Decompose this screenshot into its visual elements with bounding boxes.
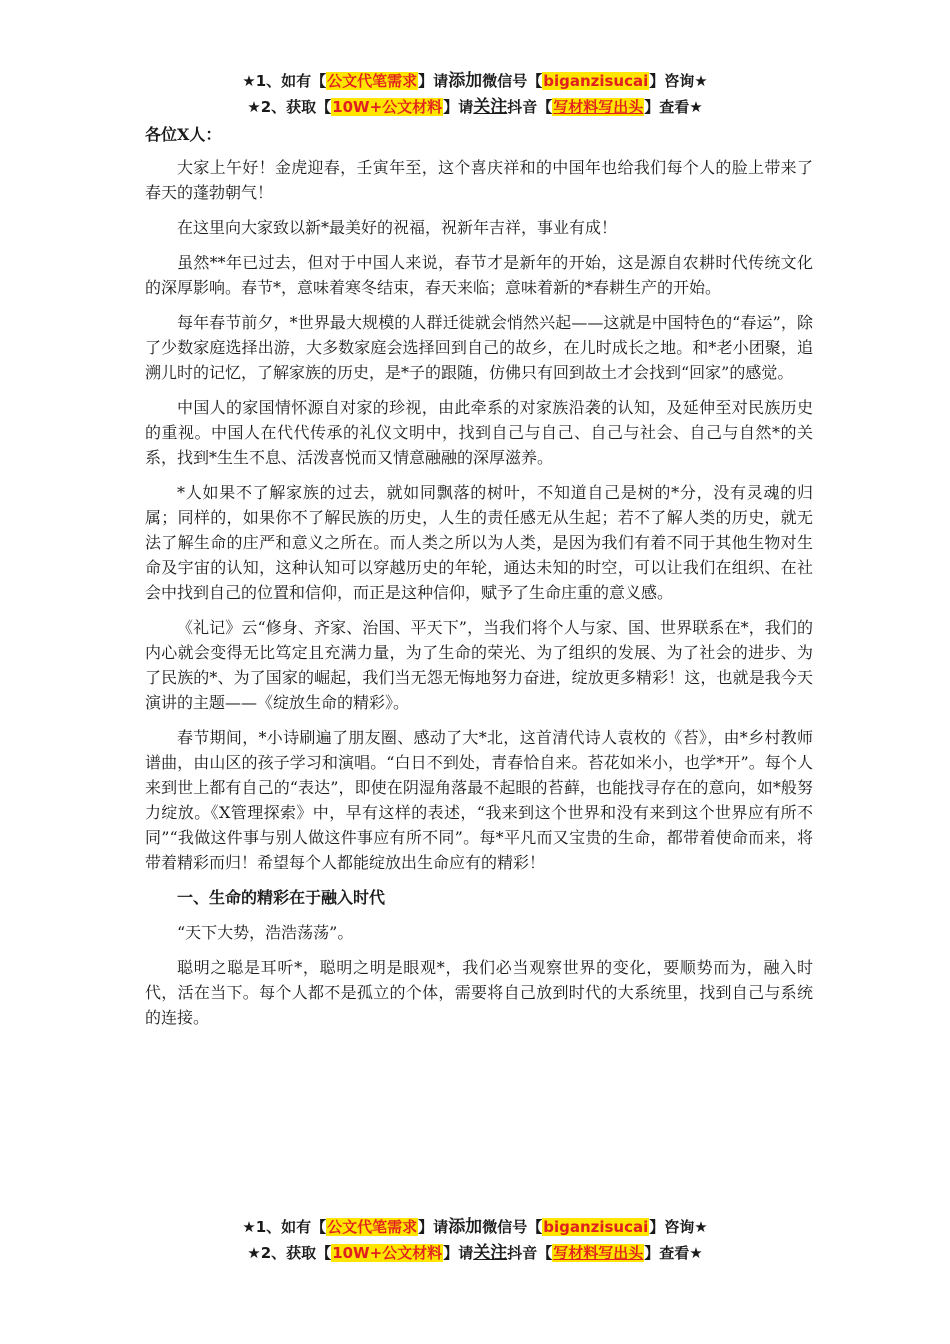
banner-emphasis: 添加 <box>448 1217 483 1237</box>
banner-text: ★2、获取【 <box>247 98 332 116</box>
banner-text: 】咨询★ <box>649 1218 708 1236</box>
banner-text: 】查看★ <box>644 1244 703 1262</box>
banner-text: 】查看★ <box>644 98 703 116</box>
paragraph: “天下大势，浩浩荡荡”。 <box>177 923 354 942</box>
paragraph: 大家上午好！金虎迎春，壬寅年至，这个喜庆祥和的中国年也给我们每个人的脸上带来了春天的蓬勃朝气！ <box>145 158 813 202</box>
banner-line-2 <box>0 1240 950 1266</box>
paragraph: 虽然**年已过去，但对于中国人来说，春节才是新年的开始，这是源自农耕时代传统文化的深厚影响。春节*，意味着寒冬结束，春天来临；意味着新的*春耕生产的开始。 <box>145 253 813 297</box>
banner-text: 】请 <box>443 98 474 116</box>
header-banner <box>0 68 950 120</box>
paragraph: 《礼记》云“修身、齐家、治国、平天下”，当我们将个人与家、国、世界联系在*，我们的内心就会变得无比笃定且充满力量，为了生命的荣光、为了组织的发展、为了社会的进步、为了民族的*、为了国家的崛起，我们当无怨无悔地努力奋进，绽放更多精彩！这，也就是我今天演讲的主题——《绽放生命的精彩》。 <box>145 618 813 712</box>
banner-text: 微信号【 <box>482 72 543 90</box>
banner-text: ★1、如有【 <box>242 1218 327 1236</box>
banner-text: ★2、获取【 <box>247 1244 332 1262</box>
banner-text: 】请 <box>418 72 449 90</box>
section-heading: 一、生命的精彩在于融入时代 <box>177 888 386 907</box>
highlight-materials: 10W+公文材料 <box>332 98 443 116</box>
banner-text: 】请 <box>418 1218 449 1236</box>
highlight-service: 公文代笔需求 <box>327 1218 418 1236</box>
banner-text: 微信号【 <box>482 1218 543 1236</box>
highlight-douyin-account: 写材料写出头 <box>553 1244 644 1262</box>
paragraph: *人如果不了解家族的过去，就如同飘落的树叶，不知道自己是树的*分，没有灵魂的归属；同样的，如果你不了解民族的历史，人生的责任感无从生起；若不了解人类的历史，就无法了解生命的庄严和意义之所在。而人类之所以为人类，是因为我们有着不同于其他生物对生命及宇宙的认知，这种认知可以穿越历史的年轮，通达未知的时空，可以让我们在组织、在社会中找到自己的位置和信仰，而正是这种信仰，赋予了生命庄重的意义感。 <box>145 483 813 602</box>
banner-line-1 <box>0 68 950 94</box>
document-body <box>145 122 813 1040</box>
highlight-service: 公文代笔需求 <box>327 72 418 90</box>
banner-emphasis: 关注 <box>473 97 508 117</box>
footer-banner <box>0 1214 950 1266</box>
banner-emphasis: 添加 <box>448 71 483 91</box>
banner-emphasis: 关注 <box>473 1243 508 1263</box>
highlight-wechat-id: biganzisucai <box>543 72 649 90</box>
highlight-douyin-account: 写材料写出头 <box>553 98 644 116</box>
highlight-wechat-id: biganzisucai <box>543 1218 649 1236</box>
banner-text: 抖音【 <box>507 98 553 116</box>
paragraph: 每年春节前夕，*世界最大规模的人群迁徙就会悄然兴起——这就是中国特色的“春运”，除了少数家庭选择出游，大多数家庭会选择回到自己的故乡，在儿时成长之地。和*老小团聚，追溯儿时的记忆，了解家族的历史，是*子的跟随，仿佛只有回到故土才会找到“回家”的感觉。 <box>145 313 813 382</box>
banner-text: 抖音【 <box>507 1244 553 1262</box>
salutation: 各位X人： <box>145 125 222 144</box>
banner-text: 】请 <box>443 1244 474 1262</box>
banner-text: 】咨询★ <box>649 72 708 90</box>
banner-text: ★1、如有【 <box>242 72 327 90</box>
paragraph: 在这里向大家致以新*最美好的祝福，祝新年吉祥，事业有成！ <box>177 218 618 237</box>
paragraph: 聪明之聪是耳听*，聪明之明是眼观*，我们必当观察世界的变化，要顺势而为，融入时代，活在当下。每个人都不是孤立的个体，需要将自己放到时代的大系统里，找到自己与系统的连接。 <box>145 958 813 1027</box>
banner-line-1 <box>0 1214 950 1240</box>
highlight-materials: 10W+公文材料 <box>332 1244 443 1262</box>
paragraph: 中国人的家国情怀源自对家的珍视，由此牵系的对家族沿袭的认知，及延伸至对民族历史的重视。中国人在代代传承的礼仪文明中，找到自己与自己、自己与社会、自己与自然*的关系，找到*生生不息、活泼喜悦而又情意融融的深厚滋养。 <box>145 398 813 467</box>
paragraph: 春节期间，*小诗刷遍了朋友圈、感动了大*北，这首清代诗人袁枚的《苔》，由*乡村教师谱曲，由山区的孩子学习和演唱。“白日不到处，青春恰自来。苔花如米小，也学*开”。每个人来到世上都有自己的“表达”，即使在阴湿角落最不起眼的苔藓，也能找寻存在的意向，如*般努力绽放。《X管理探索》中，早有这样的表述，“我来到这个世界和没有来到这个世界应有所不同”“我做这件事与别人做这件事应有所不同”。每*平凡而又宝贵的生命，都带着使命而来，将带着精彩而归！希望每个人都能绽放出生命应有的精彩！ <box>145 728 813 872</box>
banner-line-2 <box>0 94 950 120</box>
